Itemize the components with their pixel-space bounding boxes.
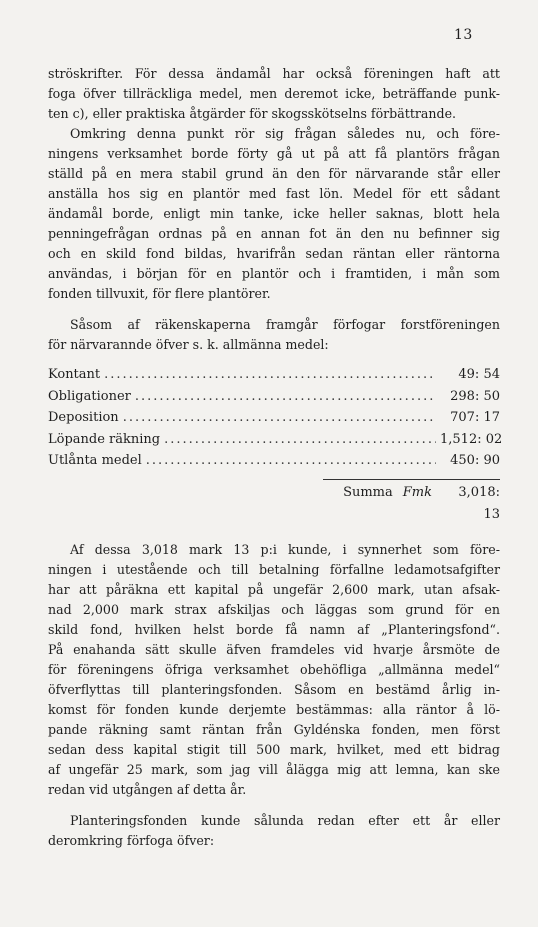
text-line: sedan dess kapital stigit till 500 mark, hvilket, med ett bidrag: [48, 741, 500, 757]
text-line: nad 2,000 mark strax afskiljas och läggas som grund för en: [48, 601, 500, 617]
ledger-table: [48, 364, 503, 526]
ledger-label: Deposition: [48, 410, 119, 425]
ledger-label: Utlånta medel: [48, 453, 142, 468]
ledger-amount: 450: 90: [450, 453, 500, 468]
text-line: Omkring denna punkt rör sig frågan således nu, och före-: [70, 126, 500, 141]
dot-leader: [123, 407, 436, 429]
dot-leader: [164, 429, 436, 451]
ledger-label: Kontant: [48, 367, 101, 382]
sum-amount: 3,018: 13: [458, 484, 500, 522]
page-number: 13: [454, 27, 473, 43]
page-body: [48, 64, 503, 851]
ledger-row: [48, 364, 500, 386]
text-line: foga öfver tillräckliga medel, men deremot icke, beträffande punk-: [48, 86, 500, 101]
text-line: ändamål borde, enligt min tanke, icke heller saknas, blott hela: [48, 206, 500, 221]
text-line: ställd på en mera stabil grund än den för närvarande står eller: [48, 166, 500, 181]
text-line: Af dessa 3,018 mark 13 p:i kunde, i synnerhet som före-: [70, 541, 500, 557]
paragraph-2: [48, 124, 500, 304]
text-line: pande räkning samt räntan från Gyldénska fonden, men först: [48, 721, 500, 737]
sum-label: Summa: [343, 484, 393, 500]
paragraph-5: [48, 811, 500, 851]
ledger-sum-row: [48, 482, 500, 526]
text-line: fonden tillvuxit, för flere plantörer.: [48, 286, 271, 301]
currency-unit: Fmk: [402, 484, 432, 500]
text-line: för närvarannde öfver s. k. allmänna medel:: [48, 337, 329, 352]
ledger-label: Löpande räkning: [48, 431, 161, 447]
paragraph-1: [48, 64, 500, 124]
ledger-amount: 707: 17: [450, 410, 500, 425]
ledger-row: [48, 429, 503, 451]
ledger-label: Obligationer: [48, 388, 131, 404]
ledger-amount: 49: 54: [458, 367, 500, 382]
text-line: användas, i början för en plantör och i framtiden, i mån som: [48, 266, 500, 281]
text-line: för föreningens öfriga verksamhet obehöfliga „allmänna medel“: [48, 661, 500, 677]
ledger-amount: 1,512: 02: [440, 431, 503, 447]
text-line: På enahanda sätt skulle äfven framdeles vid hvarje årsmöte de: [48, 641, 500, 657]
text-line: ströskrifter. För dessa ändamål har också föreningen haft att: [48, 66, 500, 81]
text-line: penningefrågan ordnas på en annan fot än den nu befinner sig: [48, 226, 500, 241]
ledger-row: [48, 407, 500, 429]
text-line: och en skild fond bildas, hvarifrån sedan räntan eller räntorna: [48, 246, 500, 261]
dot-leader: [104, 364, 436, 386]
paragraph-4: [48, 540, 500, 800]
text-line: har att påräkna ett kapital på ungefär 2,600 mark, utan afsak-: [48, 581, 500, 597]
text-line: öfverflyttas till planteringsfonden. Såsom en bestämd årlig in-: [48, 681, 500, 697]
sum-rule: [323, 479, 500, 480]
ledger-row: [48, 450, 500, 472]
text-line: af ungefär 25 mark, som jag vill ålägga mig att lemna, kan ske: [48, 761, 500, 777]
text-line: Planteringsfonden kunde sålunda redan efter ett år eller: [70, 812, 500, 828]
text-line: ten c), eller praktiska åtgärder för skogsskötselns förbättrande.: [48, 106, 457, 121]
text-line: komst för fonden kunde derjemte bestämmas: alla räntor å lö-: [48, 701, 500, 717]
text-line: ningen i utestående och till betalning förfallne ledamotsafgifter: [48, 561, 500, 577]
ledger-row: [48, 386, 500, 408]
dot-leader: [146, 450, 436, 472]
dot-leader: [135, 386, 436, 408]
text-line: deromkring förfoga öfver:: [48, 832, 215, 848]
paragraph-3: [48, 315, 500, 355]
text-line: Såsom af räkenskaperna framgår förfogar forstföreningen: [70, 317, 500, 332]
text-line: skild fond, hvilken helst borde få namn af „Planteringsfond“.: [48, 621, 500, 637]
text-line: anställa hos sig en plantör med fast lön. Medel för ett sådant: [48, 186, 500, 201]
ledger-amount: 298: 50: [450, 388, 500, 404]
text-line: ningens verksamhet borde förty gå ut på att få plantörs frågan: [48, 146, 500, 161]
text-line: redan vid utgången af detta år.: [48, 781, 247, 797]
